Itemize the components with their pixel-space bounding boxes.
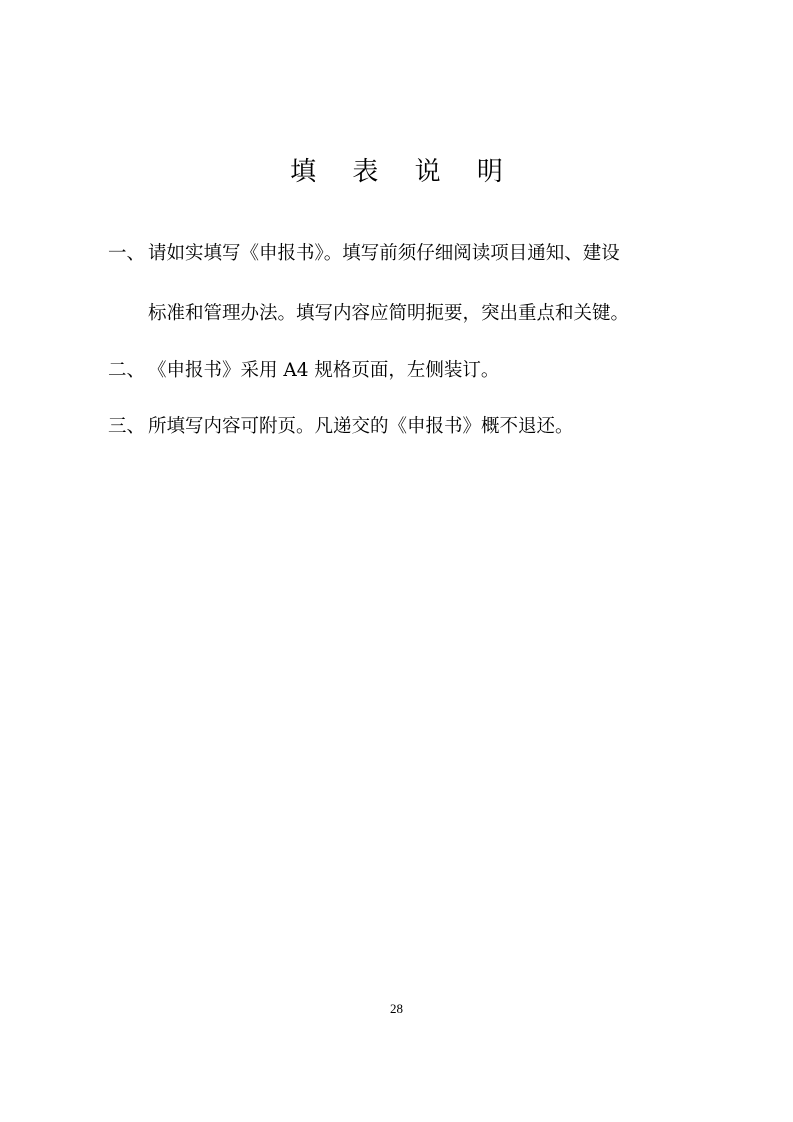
page-number: 28 xyxy=(390,1001,403,1016)
instruction-text-line: 所填写内容可附页。凡递交的《申报书》概不退还。 xyxy=(148,416,574,437)
instruction-marker: 一、 xyxy=(108,243,146,264)
instruction-text-line: 《申报书》采用 A4 规格页面，左侧装订。 xyxy=(148,360,500,381)
instruction-text-line: 标准和管理办法。填写内容应简明扼要，突出重点和关键。 xyxy=(148,303,630,324)
page-title: 填 表 说 明 xyxy=(290,157,517,187)
instruction-item-3 xyxy=(108,413,708,443)
instruction-marker: 三、 xyxy=(108,416,146,437)
instruction-text-line: 请如实填写《申报书》。填写前须仔细阅读项目通知、建设 xyxy=(148,243,620,264)
instructions-list xyxy=(108,240,708,443)
instruction-item-1 xyxy=(108,240,708,357)
instruction-marker: 二、 xyxy=(108,360,146,381)
instruction-item-2 xyxy=(108,357,708,413)
